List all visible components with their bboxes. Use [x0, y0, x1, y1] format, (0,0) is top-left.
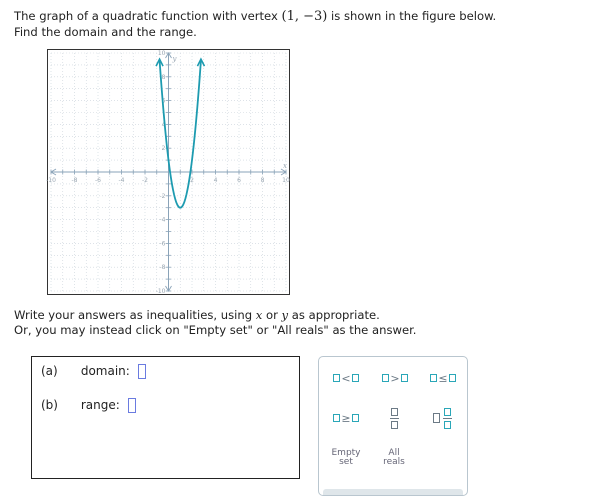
x-tick-label: -8: [71, 177, 78, 184]
x-tick-label: -6: [95, 177, 101, 184]
instructions-text-c: as appropriate.: [291, 308, 380, 322]
slot-icon: [352, 374, 359, 382]
y-tick-label: 6: [161, 97, 166, 105]
range-label: range:: [80, 398, 120, 412]
part-a-label: (a): [41, 364, 58, 378]
slot-icon: [401, 374, 408, 382]
y-tick-label: 8: [161, 73, 166, 81]
y-tick-label: 2: [161, 145, 166, 153]
denominator-slot: [444, 421, 451, 429]
empty-set-label-1: Empty: [331, 448, 361, 458]
greater-equal-button[interactable]: [328, 410, 364, 426]
y-tick-label: -2: [159, 192, 166, 200]
x-tick-label: 10: [282, 177, 290, 184]
vertex-value: (1, −3): [281, 9, 328, 24]
instructions-line-1: [14, 308, 380, 323]
y-tick-label: -8: [159, 264, 166, 272]
x-tick-label: -4: [118, 177, 125, 184]
y-axis-label: y: [172, 55, 177, 63]
all-reals-label-1: All: [388, 448, 400, 458]
x-tick-label: 8: [260, 177, 265, 184]
instructions-line-2: Or, you may instead click on "Empty set" or "All reals" as the answer.: [14, 323, 417, 337]
greater-than-symbol: >: [390, 371, 400, 385]
mixed-fraction-icon: [443, 408, 452, 429]
greater-equal-symbol: ≥: [341, 411, 351, 425]
greater-than-button[interactable]: [377, 370, 413, 386]
domain-label: domain:: [80, 364, 130, 378]
empty-set-label-2: set: [339, 457, 353, 467]
question-text-before: The graph of a quadratic function with vertex: [14, 9, 278, 23]
slot-icon: [333, 414, 340, 422]
all-reals-button[interactable]: [373, 447, 415, 469]
less-than-button[interactable]: [328, 370, 364, 386]
x-axis-label: x: [283, 162, 287, 170]
x-tick-label: 2: [190, 177, 194, 184]
fraction-icon: [390, 408, 399, 429]
slot-icon: [449, 374, 456, 382]
instructions-text-a: Write your answers as inequalities, using: [14, 308, 253, 322]
denominator-slot: [391, 421, 398, 429]
domain-input[interactable]: [138, 364, 146, 379]
y-tick-label: -4: [159, 216, 166, 224]
question-line-2: Find the domain and the range.: [14, 25, 197, 39]
fraction-button[interactable]: [383, 405, 405, 431]
range-input[interactable]: [128, 398, 136, 413]
instructions-text-b: or: [265, 308, 278, 322]
palette-footer-bar: [323, 489, 463, 495]
quadratic-graph: [47, 49, 290, 295]
answer-box: [31, 356, 300, 479]
x-tick-label: 6: [237, 177, 241, 184]
graph-canvas: [48, 50, 289, 294]
slot-icon: [382, 374, 389, 382]
y-tick-label: -6: [159, 240, 166, 248]
x-tick-label: 4: [213, 177, 218, 184]
x-tick-label: -2: [142, 177, 148, 184]
y-tick-label: 4: [161, 121, 166, 129]
all-reals-label-2: reals: [383, 457, 405, 467]
y-tick-label: -10: [155, 288, 166, 295]
variable-y: y: [281, 308, 289, 322]
math-palette: [318, 356, 468, 496]
variable-x: x: [255, 308, 263, 322]
mixed-number-button[interactable]: [426, 405, 458, 431]
fraction-bar: [390, 418, 399, 419]
x-tick-label: -10: [46, 177, 56, 184]
numerator-slot: [444, 408, 451, 416]
numerator-slot: [391, 408, 398, 416]
empty-set-button[interactable]: [325, 447, 367, 469]
y-tick-label: 10: [157, 50, 166, 57]
whole-slot: [433, 413, 440, 423]
answer-row-domain: [41, 364, 146, 379]
less-than-symbol: <: [341, 371, 351, 385]
less-equal-symbol: ≤: [438, 371, 448, 385]
less-equal-button[interactable]: [425, 370, 461, 386]
question-text-after: is shown in the figure below.: [331, 9, 497, 23]
part-b-label: (b): [41, 398, 58, 412]
slot-icon: [430, 374, 437, 382]
slot-icon: [333, 374, 340, 382]
fraction-bar: [443, 418, 452, 419]
slot-icon: [352, 414, 359, 422]
answer-row-range: [41, 398, 136, 413]
question-line-1: [14, 9, 496, 24]
